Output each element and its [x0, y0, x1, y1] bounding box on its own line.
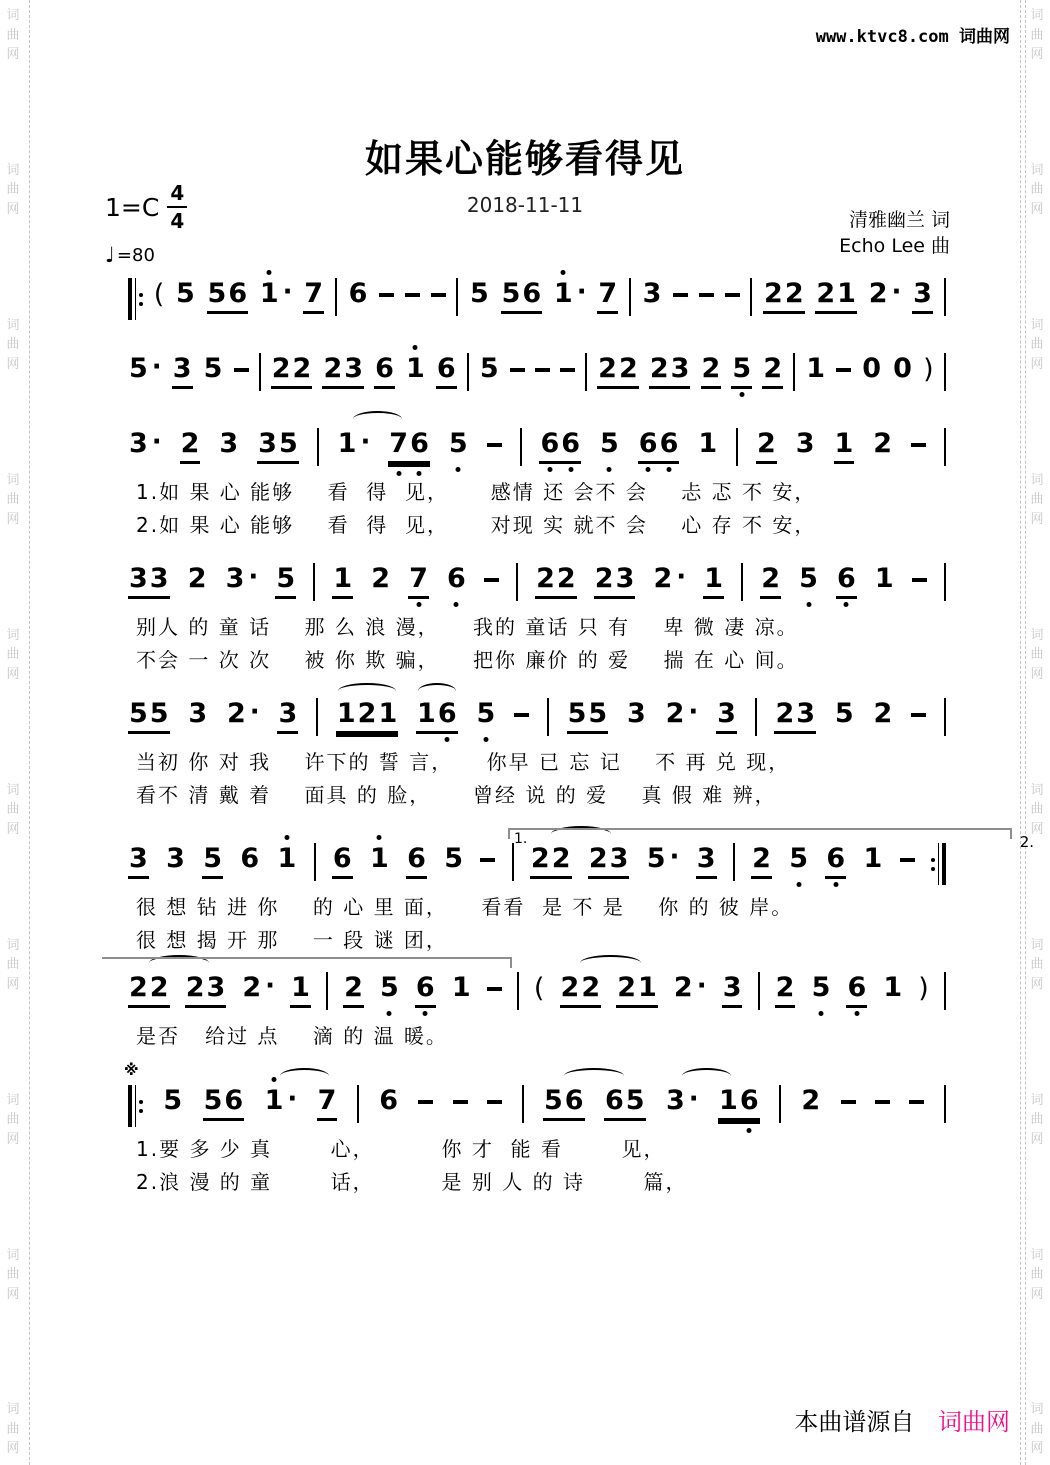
lyric-line: 很 想 钻 进 你 的 心 里 面， 看看 是 不 是 你 的 彼 岸。 — [136, 895, 794, 919]
note: 3 5 — [257, 428, 299, 464]
notes-row — [128, 563, 946, 609]
note: 1 · — [259, 277, 293, 309]
note: 1 — [369, 843, 389, 874]
note: 1 2 1 — [336, 698, 398, 734]
note: 5 — [203, 353, 223, 384]
note: 7 — [408, 563, 429, 599]
time-signature-bottom: 4 — [170, 209, 185, 233]
note: 2 — [760, 563, 781, 599]
open-paren: ( — [533, 973, 545, 1004]
watermark-column-left — [3, 0, 23, 1465]
note: 3 — [627, 698, 646, 729]
right-dashed-divider-2 — [1025, 0, 1026, 1465]
augmentation-dot: · — [696, 971, 707, 1001]
augmentation-dot: · — [151, 427, 162, 457]
footer — [794, 1402, 1010, 1437]
note: 3 · — [665, 1085, 699, 1118]
note: 0 — [862, 353, 882, 384]
augmentation-dot: · — [265, 971, 276, 1001]
note: 5 5 — [567, 698, 609, 734]
note: 2 3 — [322, 353, 364, 389]
repeat-begin-sign — [128, 1085, 143, 1127]
lyric-line: 看不 清 戴 着 面具 的 脸， 曾经 说 的 爱 真 假 难 辨， — [136, 783, 777, 807]
watermark-text: 词 曲 网 — [6, 937, 20, 992]
note: 2 · — [673, 971, 707, 1003]
barline — [467, 353, 469, 391]
system-3 — [128, 428, 946, 540]
system-2 — [128, 353, 946, 399]
barline — [793, 353, 795, 391]
sustain-dash — [673, 293, 688, 297]
augmentation-dot: · — [669, 842, 680, 872]
note: 2 · — [665, 697, 699, 729]
note: 5 — [731, 353, 752, 389]
time-signature-top: 4 — [167, 183, 187, 208]
barline — [317, 428, 319, 466]
note: 3 · — [129, 427, 162, 459]
open-paren: ( — [153, 279, 165, 310]
note: 1 · — [337, 428, 371, 461]
note: 7 — [597, 278, 618, 314]
note: 6 — [332, 843, 353, 879]
segno-icon: ※ — [124, 1061, 139, 1079]
note: 3 — [128, 843, 149, 879]
note: 1 · — [553, 277, 587, 309]
barline — [326, 972, 328, 1010]
note: 2 · — [242, 971, 276, 1003]
note: 2 — [343, 972, 364, 1008]
time-signature — [167, 183, 187, 231]
footer-brand-link[interactable]: 词曲网 — [938, 1408, 1010, 1436]
song-title: 如果心能够看得见 — [364, 137, 685, 181]
note: 2 — [371, 563, 391, 594]
watermark-column-right — [1027, 0, 1047, 1465]
slur-arc — [682, 1068, 731, 1084]
note: 1 — [703, 563, 724, 599]
augmentation-dot: · — [360, 427, 371, 457]
barline — [944, 428, 946, 466]
quarter-note-icon: ♩ — [105, 243, 115, 267]
tempo-marking — [105, 243, 187, 267]
barline — [517, 972, 519, 1010]
note: 5 — [163, 1085, 183, 1116]
notes-row — [128, 843, 946, 889]
note: 7 6 — [388, 428, 430, 464]
close-paren: ) — [923, 354, 934, 385]
note: 2 — [701, 353, 722, 389]
barline — [456, 278, 458, 316]
song-date: 2018-11-11 — [466, 193, 584, 217]
note: 5 — [799, 563, 818, 594]
note: 3 — [912, 278, 933, 314]
note: 2 2 — [597, 353, 639, 389]
lyric-line: 很 想 揭 开 那 一 段 谜 团， — [136, 928, 448, 952]
augmentation-dot: · — [891, 277, 902, 307]
note: 5 5 — [128, 698, 170, 734]
volta-bracket — [508, 828, 1034, 851]
augmentation-dot: · — [248, 562, 259, 592]
lyric-line: 是否 给过 点 滴 的 温 暖。 — [136, 1024, 448, 1048]
note: 7 — [303, 278, 324, 314]
footer-source-text: 本曲谱源自 — [794, 1408, 915, 1436]
sustain-dash — [487, 1100, 502, 1104]
note: 5 6 — [203, 1085, 245, 1121]
note: 6 — [436, 353, 457, 389]
watermark-text: 词 曲 网 — [1030, 1092, 1044, 1147]
barline — [585, 353, 587, 391]
augmentation-dot: · — [287, 1084, 298, 1114]
sustain-dash — [480, 858, 495, 862]
note: 2 3 — [649, 353, 691, 389]
sustain-dash — [431, 293, 446, 297]
augmentation-dot: · — [688, 1084, 699, 1114]
sustain-dash — [487, 443, 502, 447]
note: 7 — [317, 1085, 338, 1121]
watermark-text: 词 曲 网 — [1030, 1247, 1044, 1302]
note: 1 — [874, 563, 894, 594]
slur-arc — [418, 683, 456, 699]
barline — [733, 843, 735, 881]
note: 1 — [277, 843, 297, 874]
note: 2 3 — [588, 843, 630, 879]
note: 2 — [775, 972, 796, 1008]
note: 6 — [447, 563, 466, 594]
note: 2 2 — [271, 353, 313, 389]
note: 1 — [451, 972, 471, 1003]
sustain-dash — [453, 1100, 468, 1104]
note: 5 — [600, 428, 619, 459]
augmentation-dot: · — [676, 562, 687, 592]
lyric-line: 1.如 果 心 能够 看 得 见， 感情 还 会不 会 忐 忑 不 安， — [136, 480, 817, 504]
note: 1 — [863, 843, 883, 874]
note: 3 3 — [128, 563, 170, 599]
note: 6 — [379, 1085, 399, 1116]
note: 2 3 — [594, 563, 636, 599]
lyricist-credit: 清雅幽兰 词 — [848, 209, 950, 231]
key-signature — [105, 183, 187, 231]
notes-row — [128, 698, 946, 744]
composer-credit: Echo Lee 曲 — [839, 234, 950, 257]
note: 5 6 — [543, 1085, 585, 1121]
barline — [741, 563, 743, 601]
watermark-text: 词 曲 网 — [6, 8, 20, 62]
augmentation-dot: · — [249, 697, 260, 727]
note: 3 — [696, 843, 717, 879]
note: 6 — [374, 353, 395, 389]
barline — [736, 428, 738, 466]
repeat-end-sign — [931, 843, 946, 885]
note: 1 — [406, 353, 425, 384]
sustain-dash — [912, 578, 927, 582]
watermark-text: 词 曲 网 — [1030, 782, 1044, 837]
notes-row — [128, 972, 946, 1018]
note: 1 · — [264, 1085, 298, 1118]
notes-row — [128, 353, 946, 399]
slur-arc — [338, 683, 395, 699]
note: 3 — [277, 698, 298, 734]
note: 3 — [188, 698, 208, 729]
note: 1 — [834, 428, 855, 464]
watermark-text: 词 曲 网 — [6, 1092, 20, 1147]
slur-arc — [353, 411, 402, 427]
lyric-line: 1.要 多 少 真 心， 你 才 能 看 见， — [136, 1137, 666, 1161]
credits-block — [839, 208, 950, 259]
barline — [547, 698, 549, 736]
volta-bracket — [102, 957, 512, 968]
barline — [629, 278, 631, 316]
watermark-text: 词 曲 网 — [6, 472, 20, 527]
sustain-dash — [560, 368, 575, 372]
watermark-text: 词 曲 网 — [6, 782, 20, 837]
barline — [314, 843, 316, 881]
barline — [944, 972, 946, 1010]
barline — [755, 698, 757, 736]
watermark-text: 词 曲 网 — [6, 1247, 20, 1302]
system-4 — [128, 563, 946, 675]
note: 1 6 — [416, 698, 458, 734]
site-url[interactable]: www.ktvc8.com 词曲网 — [815, 27, 1010, 47]
system-1 — [128, 278, 946, 324]
key-tempo-block — [105, 183, 187, 267]
sustain-dash — [405, 293, 420, 297]
note: 1 — [806, 353, 826, 384]
note: 5 — [476, 698, 496, 729]
volta-label: 1. — [514, 831, 528, 847]
watermark-text: 词 曲 网 — [6, 162, 20, 217]
note: 2 — [801, 1085, 821, 1116]
note: 2 — [762, 353, 783, 389]
sustain-dash — [911, 713, 926, 717]
lyric-line: 当初 你 对 我 许下的 誓 言， 你早 已 忘 记 不 再 兑 现， — [136, 750, 791, 774]
watermark-text: 词 曲 网 — [6, 1402, 20, 1457]
note: 3 — [722, 972, 743, 1008]
sustain-dash — [836, 368, 851, 372]
note: 3 · — [225, 562, 259, 594]
sustain-dash — [510, 368, 525, 372]
barline — [750, 278, 752, 316]
note: 2 3 — [185, 972, 227, 1008]
slur-arc — [580, 955, 640, 971]
note: 1 — [883, 972, 903, 1003]
tempo-value: =80 — [116, 244, 155, 266]
note: 5 — [275, 563, 296, 599]
note: 5 6 — [207, 278, 249, 314]
sustain-dash — [900, 858, 915, 862]
lyric-line: 2.如 果 心 能够 看 得 见， 对现 实 就不 会 心 存 不 安， — [136, 513, 817, 537]
barline — [335, 278, 337, 316]
sustain-dash — [725, 293, 740, 297]
note: 6 6 — [638, 428, 680, 464]
system-5 — [128, 698, 946, 810]
note: 2 — [187, 563, 207, 594]
note: 3 — [166, 843, 185, 874]
watermark-text: 词 曲 网 — [6, 317, 20, 372]
note: 2 2 — [128, 972, 170, 1008]
barline — [779, 1085, 781, 1123]
watermark-text: 词 曲 网 — [6, 627, 20, 682]
sustain-dash — [535, 368, 550, 372]
repeat-begin-sign — [128, 278, 143, 320]
note: 2 — [180, 428, 201, 464]
lyric-line: 不会 一 次 次 被 你 欺 骗， 把你 廉价 的 爱 揣 在 心 间。 — [136, 648, 799, 672]
barline — [316, 698, 318, 736]
note: 2 · — [226, 697, 260, 729]
note: 1 — [332, 563, 353, 599]
sustain-dash — [487, 987, 502, 991]
notes-row — [128, 278, 946, 324]
note: 1 — [290, 972, 311, 1008]
note: 2 1 — [815, 278, 857, 314]
barline — [259, 353, 261, 391]
note: 2 — [873, 428, 893, 459]
augmentation-dot: · — [688, 697, 699, 727]
barline — [758, 972, 760, 1010]
close-paren: ) — [918, 973, 929, 1004]
notes-row — [128, 1085, 946, 1131]
note: 6 — [415, 972, 436, 1008]
barline — [357, 1085, 359, 1123]
notes-row — [128, 428, 946, 474]
note: 2 2 — [560, 972, 602, 1008]
sustain-dash — [514, 713, 529, 717]
note: 6 6 — [539, 428, 581, 464]
lyric-line: 2.浪 漫 的 童 话， 是 别 人 的 诗 篇， — [136, 1170, 688, 1194]
sustain-dash — [911, 443, 926, 447]
note: 5 6 — [501, 278, 543, 314]
note: 5 — [448, 428, 468, 459]
sustain-dash — [484, 578, 499, 582]
note: 2 · — [653, 562, 687, 594]
left-dashed-divider — [29, 0, 30, 1465]
note: 5 — [811, 972, 831, 1003]
note: 5 — [444, 843, 463, 874]
note: 6 — [348, 278, 368, 309]
right-dashed-divider — [1020, 0, 1021, 1465]
volta-second-label: 2. — [1019, 833, 1034, 851]
note: 6 5 — [604, 1085, 646, 1121]
note: 2 2 — [763, 278, 805, 314]
note: 6 — [406, 843, 427, 879]
system-7 — [128, 972, 946, 1051]
note: 2 2 — [530, 843, 572, 879]
slur-arc — [280, 1068, 329, 1084]
barline — [520, 428, 522, 466]
note: 3 — [716, 698, 737, 734]
slur-arc — [564, 1068, 624, 1084]
note: 5 — [202, 843, 223, 879]
note: 5 — [380, 972, 399, 1003]
watermark-text: 词 曲 网 — [1030, 162, 1044, 217]
barline — [944, 278, 946, 316]
note: 5 — [470, 278, 489, 309]
sustain-dash — [841, 1100, 856, 1104]
note: 2 2 — [535, 563, 577, 599]
sustain-dash — [418, 1100, 433, 1104]
note: 5 · — [129, 352, 162, 384]
watermark-text: 词 曲 网 — [1030, 472, 1044, 527]
system-8 — [124, 1061, 946, 1197]
note: 0 — [893, 353, 912, 384]
note: 2 — [756, 428, 777, 464]
note: 2 1 — [616, 972, 658, 1008]
barline — [944, 1085, 946, 1123]
note: 6 — [825, 843, 846, 879]
watermark-text: 词 曲 网 — [1030, 8, 1044, 62]
note: 6 — [846, 972, 867, 1008]
note: 6 — [240, 843, 260, 874]
barline — [522, 1085, 524, 1123]
note: 2 — [873, 698, 893, 729]
watermark-text: 词 曲 网 — [1030, 937, 1044, 992]
barline — [944, 353, 946, 391]
barline — [313, 563, 315, 601]
note: 5 — [479, 353, 499, 384]
note: 1 6 — [718, 1085, 760, 1121]
watermark-text: 词 曲 网 — [1030, 317, 1044, 372]
watermark-text: 词 曲 网 — [1030, 1402, 1044, 1457]
sustain-dash — [909, 1100, 924, 1104]
barline — [516, 563, 518, 601]
barline — [944, 563, 946, 601]
augmentation-dot: · — [576, 277, 587, 307]
note: 5 — [789, 843, 809, 874]
barline — [512, 843, 514, 881]
augmentation-dot: · — [151, 352, 162, 382]
watermark-text: 词 曲 网 — [1030, 627, 1044, 682]
note: 3 — [172, 353, 193, 389]
note: 2 3 — [774, 698, 816, 734]
note: 1 — [698, 428, 718, 459]
barline — [944, 698, 946, 736]
note: 3 — [219, 428, 239, 459]
system-6 — [128, 831, 1034, 955]
sustain-dash — [379, 293, 394, 297]
note: 2 — [751, 843, 772, 879]
augmentation-dot: · — [282, 277, 293, 307]
note: 5 — [176, 278, 195, 309]
lyric-line: 别人 的 童 话 那 么 浪 漫， 我的 童话 只 有 卑 微 凄 凉。 — [136, 615, 799, 639]
sustain-dash — [875, 1100, 890, 1104]
note: 3 — [795, 428, 815, 459]
sustain-dash — [234, 368, 249, 372]
note: 2 · — [868, 277, 902, 309]
note: 5 · — [646, 842, 680, 874]
note: 5 — [834, 698, 854, 729]
note: 3 — [642, 278, 662, 309]
key-label: 1=C — [105, 192, 160, 222]
note: 6 — [836, 563, 857, 599]
sustain-dash — [699, 293, 714, 297]
